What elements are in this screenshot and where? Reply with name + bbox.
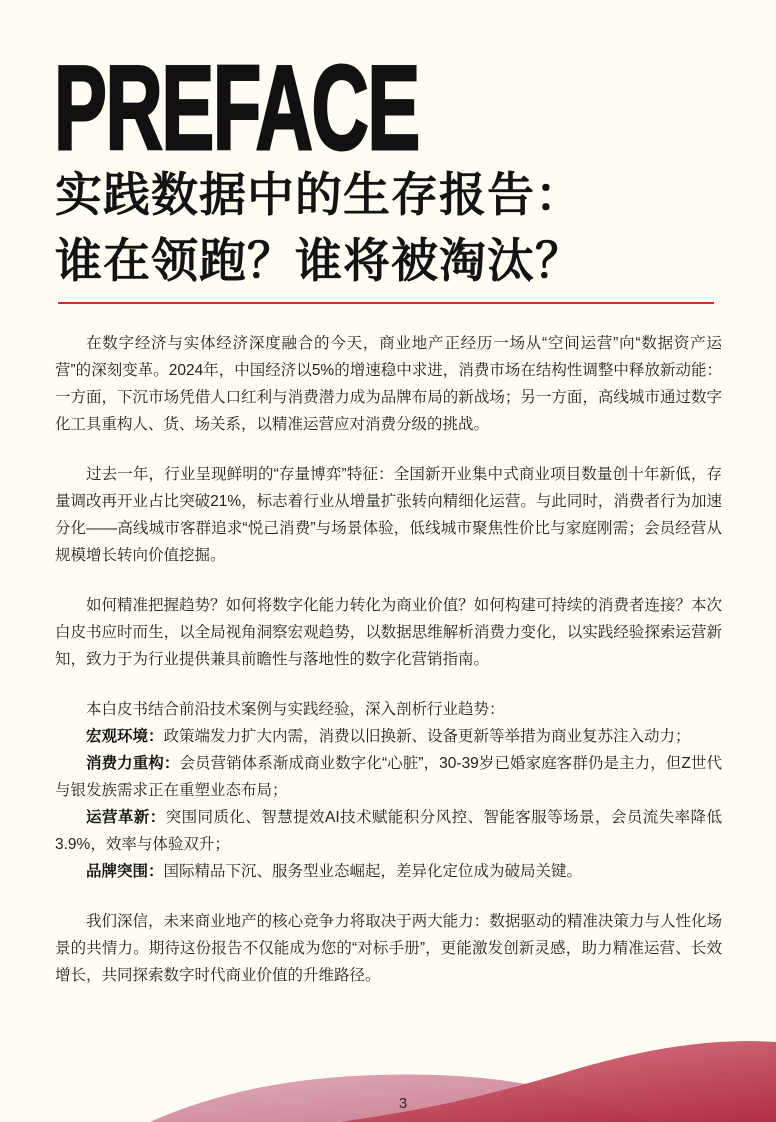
divider-rule: [58, 302, 714, 304]
trend-item-text: 国际精品下沉、服务型业态崛起，差异化定位成为破局关键。: [163, 863, 583, 880]
trend-item-consumption: [55, 750, 722, 804]
trend-item-label: 运营革新：: [86, 809, 166, 826]
trend-item-text: 突围同质化、智慧提效AI技术赋能积分风控、智能客服等场景，会员流失率降低3.9%，效率与体验双升；: [55, 809, 722, 853]
trend-item-label: 品牌突围：: [86, 863, 164, 880]
preface-body-text: [55, 330, 722, 1012]
trend-item-text: 政策端发力扩大内需，消费以旧换新、设备更新等举措为商业复苏注入动力；: [163, 728, 691, 745]
body-paragraph-2: 过去一年，行业呈现鲜明的“存量博弈”特征：全国新开业集中式商业项目数量创十年新低，存量调改再开业占比突破21%，标志着行业从增量扩张转向精细化运营。与此同时，消费者行为加速分化——高线城市客群追求“悦己消费”与场景体验，低线城市聚焦性价比与家庭刚需；会员经营从规模增长转向价值挖掘。: [55, 466, 722, 564]
body-paragraph-1: 在数字经济与实体经济深度融合的今天，商业地产正经历一场从“空间运营”向“数据资产运营”的深刻变革。2024年，中国经济以5%的增速稳中求进，消费市场在结构性调整中释放新动能：一方面，下沉市场凭借人口红利与消费潜力成为品牌布局的新战场；另一方面，高线城市通过数字化工具重构人、货、场关系，以精准运营应对消费分级的挑战。: [55, 335, 722, 433]
body-paragraph-3: 如何精准把握趋势？如何将数字化能力转化为商业价值？如何构建可持续的消费者连接？本次白皮书应时而生，以全局视角洞察宏观趋势，以数据思维解析消费力变化，以实践经验探索运营新知，致力于为行业提供兼具前瞻性与落地性的数字化营销指南。: [55, 597, 722, 668]
trend-item-text: 会员营销体系渐成商业数字化“心脏”，30-39岁已婚家庭客群仍是主力，但Z世代与银发族需求正在重塑业态布局；: [55, 755, 722, 799]
subtitle-line-2: 谁在领跑？谁将被淘汰？: [55, 234, 583, 287]
trend-item-macro: [55, 723, 722, 750]
body-closing-paragraph: 我们深信，未来商业地产的核心竞争力将取决于两大能力：数据驱动的精准决策力与人性化场景的共情力。期待这份报告不仅能成为您的“对标手册”，更能激发创新灵感，助力精准运营、长效增长，共同探索数字时代商业价值的升维路径。: [55, 913, 722, 984]
trend-item-label: 消费力重构：: [86, 755, 180, 772]
trend-item-operation: [55, 804, 722, 858]
page-title: PREFACE: [54, 41, 419, 175]
trend-list-intro: 本白皮书结合前沿技术案例与实践经验，深入剖析行业趋势：: [86, 701, 505, 718]
trend-item-brand: [55, 858, 722, 885]
trend-item-label: 宏观环境：: [86, 728, 164, 745]
subtitle-line-1: 实践数据中的生存报告：: [55, 168, 583, 221]
page-number: 3: [398, 1095, 408, 1112]
page-subtitle: [55, 162, 583, 294]
